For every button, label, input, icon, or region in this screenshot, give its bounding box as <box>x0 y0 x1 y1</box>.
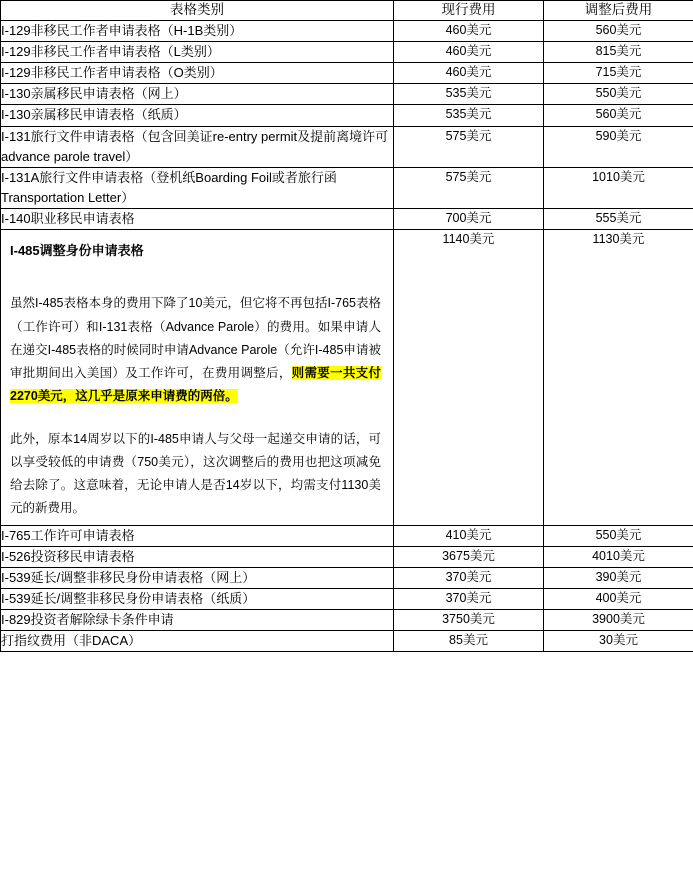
adjusted-fee: 590美元 <box>544 126 693 167</box>
form-category: I-129非移民工作者申请表格（H-1B类别） <box>1 20 394 41</box>
form-category: I-131旅行文件申请表格（包含回美证re-entry permit及提前离境许可advance parole travel） <box>1 126 394 167</box>
form-category: I-130亲属移民申请表格（纸质） <box>1 105 394 126</box>
form-category: I-539延长/调整非移民身份申请表格（纸质） <box>1 588 394 609</box>
adjusted-fee: 400美元 <box>544 588 693 609</box>
form-category: I-539延长/调整非移民身份申请表格（网上） <box>1 567 394 588</box>
current-fee: 1140美元 <box>394 230 544 525</box>
current-fee: 460美元 <box>394 20 544 41</box>
table-row <box>1 126 693 167</box>
table-row <box>1 546 693 567</box>
table-header-row <box>1 1 693 21</box>
form-category: I-526投资移民申请表格 <box>1 546 394 567</box>
form-category: I-829投资者解除绿卡条件申请 <box>1 610 394 631</box>
table-row <box>1 20 693 41</box>
adjusted-fee: 560美元 <box>544 20 693 41</box>
current-fee: 575美元 <box>394 126 544 167</box>
form-category: I-140职业移民申请表格 <box>1 209 394 230</box>
fee-note-text-1: 虽然I-485表格本身的费用下降了10美元，但它将不再包括I-765表格（工作许可）和I-131表格（Advance Parole）的费用。如果申请人在递交I-485表格的时候同时申请Advance Parole（允许I-485申请被审批期间出入美国）及工作许可，在费用调整后， <box>10 296 381 380</box>
column-header-adjusted-fee: 调整后费用 <box>544 1 693 21</box>
current-fee: 410美元 <box>394 525 544 546</box>
column-header-category: 表格类别 <box>1 1 394 21</box>
table-row <box>1 610 693 631</box>
table-row <box>1 84 693 105</box>
table-row <box>1 525 693 546</box>
current-fee: 85美元 <box>394 631 544 652</box>
adjusted-fee: 390美元 <box>544 567 693 588</box>
fee-note-paragraph-1 <box>10 292 381 408</box>
current-fee: 575美元 <box>394 167 544 208</box>
current-fee: 460美元 <box>394 63 544 84</box>
table-row <box>1 588 693 609</box>
current-fee: 535美元 <box>394 84 544 105</box>
table-row <box>1 567 693 588</box>
adjusted-fee: 550美元 <box>544 84 693 105</box>
form-category: I-129非移民工作者申请表格（L类别） <box>1 42 394 63</box>
current-fee: 460美元 <box>394 42 544 63</box>
form-category-cell <box>1 230 394 525</box>
adjusted-fee: 715美元 <box>544 63 693 84</box>
current-fee: 535美元 <box>394 105 544 126</box>
adjusted-fee: 560美元 <box>544 105 693 126</box>
adjusted-fee: 3900美元 <box>544 610 693 631</box>
form-category: I-130亲属移民申请表格（网上） <box>1 84 394 105</box>
fee-note-paragraph-2: 此外，原本14周岁以下的I-485申请人与父母一起递交申请的话，可以享受较低的申请费（750美元），这次调整后的费用也把这项减免给去除了。这意味着，无论申请人是否14岁以下，均需支付1130美元的新费用。 <box>10 432 381 516</box>
current-fee: 3750美元 <box>394 610 544 631</box>
fee-note-highlight: 则需要一共支付2270美元，这几乎是原来申请费的两倍。 <box>10 365 381 403</box>
table-row <box>1 631 693 652</box>
adjusted-fee: 550美元 <box>544 525 693 546</box>
form-category: I-765工作许可申请表格 <box>1 525 394 546</box>
current-fee: 3675美元 <box>394 546 544 567</box>
adjusted-fee: 1130美元 <box>544 230 693 525</box>
adjusted-fee: 555美元 <box>544 209 693 230</box>
adjusted-fee: 1010美元 <box>544 167 693 208</box>
adjusted-fee: 30美元 <box>544 631 693 652</box>
adjusted-fee: 4010美元 <box>544 546 693 567</box>
table-row <box>1 42 693 63</box>
current-fee: 370美元 <box>394 588 544 609</box>
table-row <box>1 105 693 126</box>
form-category: I-485调整身份申请表格 <box>10 243 144 259</box>
table-row <box>1 63 693 84</box>
table-row <box>1 167 693 208</box>
form-category: I-129非移民工作者申请表格（O类别） <box>1 63 394 84</box>
fee-note <box>1 292 393 524</box>
table-row <box>1 209 693 230</box>
column-header-current-fee: 现行费用 <box>394 1 544 21</box>
table-row-with-note <box>1 230 693 525</box>
form-category: I-131A旅行文件申请表格（登机纸Boarding Foil或者旅行函Transportation Letter） <box>1 167 394 208</box>
current-fee: 370美元 <box>394 567 544 588</box>
adjusted-fee: 815美元 <box>544 42 693 63</box>
form-category: 打指纹费用（非DACA） <box>1 631 394 652</box>
current-fee: 700美元 <box>394 209 544 230</box>
